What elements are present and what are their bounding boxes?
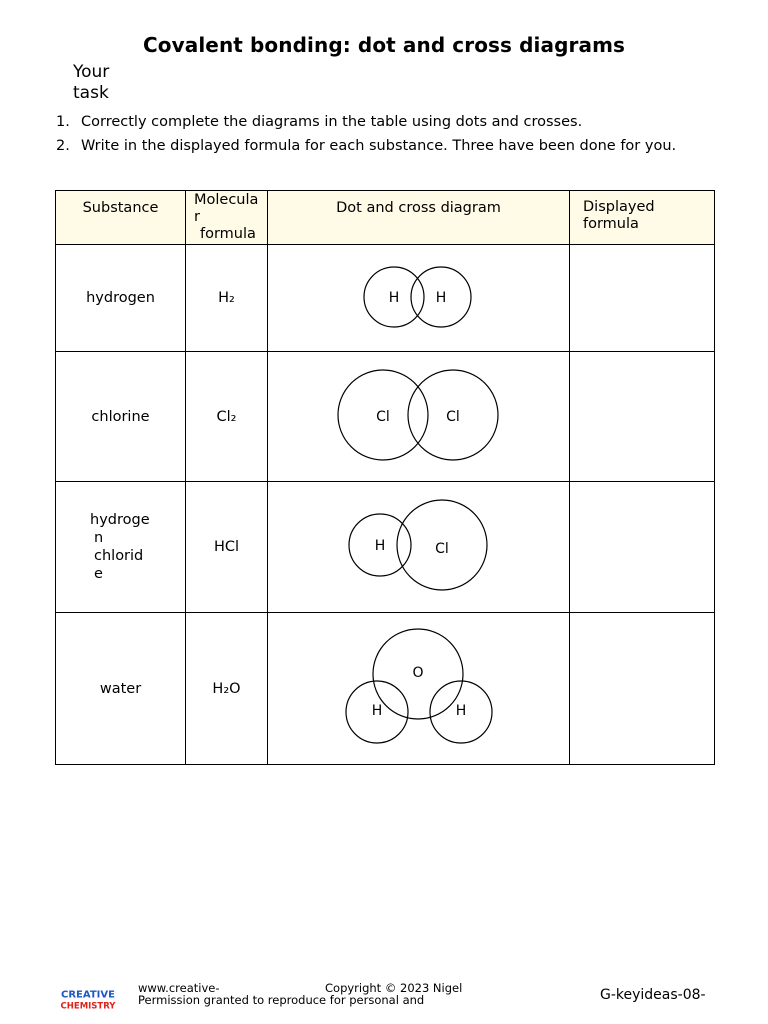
page-footer — [0, 975, 768, 1024]
atom-symbol: H — [374, 538, 386, 554]
atom-symbol: H — [388, 290, 400, 306]
hydrogen-diagram — [268, 245, 570, 351]
hcl-diagram — [268, 482, 570, 612]
dot-cross-cell — [268, 482, 570, 613]
instruction-text: Write in the displayed formula for each substance. Three have been done for you. — [81, 137, 677, 154]
header-molecular-line: formula — [200, 226, 256, 242]
creative-chemistry-logo — [55, 988, 121, 1010]
atom-symbol: H — [435, 290, 447, 306]
displayed-formula-cell[interactable] — [570, 482, 715, 613]
substance-cell: chlorine — [56, 352, 186, 482]
header-dot-cross: Dot and cross diagram — [268, 191, 570, 245]
your-task-heading: Your task — [73, 62, 110, 103]
footer-website[interactable]: www.creative- — [138, 981, 220, 995]
footer-document-code: G-keyideas-08- — [600, 987, 706, 1003]
chlorine-diagram — [268, 352, 570, 481]
instruction-item — [56, 114, 736, 138]
substance-line: hydroge — [90, 512, 150, 528]
substance-cell: hydrogen — [56, 245, 186, 352]
header-substance: Substance — [56, 191, 186, 245]
formula-cell: H₂O — [186, 613, 268, 765]
header-molecular-line: Molecula — [194, 192, 259, 208]
table-row — [56, 245, 715, 352]
instruction-text: Correctly complete the diagrams in the table using dots and crosses. — [81, 114, 583, 130]
instruction-list — [56, 114, 736, 161]
substance-line: chlorid — [94, 548, 144, 564]
logo-top-text: CREATIVE — [61, 989, 115, 1001]
logo-bottom-text: CHEMISTRY — [60, 1001, 116, 1010]
bonding-table — [55, 190, 715, 765]
atom-symbol: Cl — [435, 541, 449, 557]
table-row — [56, 613, 715, 765]
table-header-row — [56, 191, 715, 245]
displayed-formula-cell[interactable] — [570, 352, 715, 482]
instruction-number: 1. — [56, 114, 70, 130]
atom-symbol: H — [371, 703, 383, 719]
displayed-formula-cell[interactable] — [570, 613, 715, 765]
header-molecular-formula — [186, 191, 268, 245]
water-diagram — [268, 613, 570, 764]
header-displayed-formula: Displayed formula — [570, 191, 715, 245]
substance-cell — [56, 482, 186, 613]
atom-symbol: H — [455, 703, 467, 719]
instruction-item — [56, 138, 736, 162]
displayed-formula-cell[interactable] — [570, 245, 715, 352]
substance-line: n — [94, 530, 104, 546]
table-row — [56, 482, 715, 613]
formula-cell: Cl₂ — [186, 352, 268, 482]
instruction-number: 2. — [56, 137, 70, 154]
dot-cross-cell — [268, 613, 570, 765]
formula-cell: H₂ — [186, 245, 268, 352]
page-title: Covalent bonding: dot and cross diagrams — [142, 33, 626, 57]
substance-cell: water — [56, 613, 186, 765]
substance-line: e — [94, 566, 103, 582]
dot-cross-cell — [268, 245, 570, 352]
atom-symbol: Cl — [446, 409, 460, 425]
footer-permission: Permission granted to reproduce for personal and — [138, 993, 425, 1007]
atom-symbol: O — [412, 665, 424, 681]
header-molecular-line: r — [194, 209, 200, 225]
table-row — [56, 352, 715, 482]
dot-cross-cell — [268, 352, 570, 482]
footer-copyright: Copyright © 2023 Nigel — [325, 981, 463, 995]
formula-cell: HCl — [186, 482, 268, 613]
atom-symbol: Cl — [376, 409, 390, 425]
